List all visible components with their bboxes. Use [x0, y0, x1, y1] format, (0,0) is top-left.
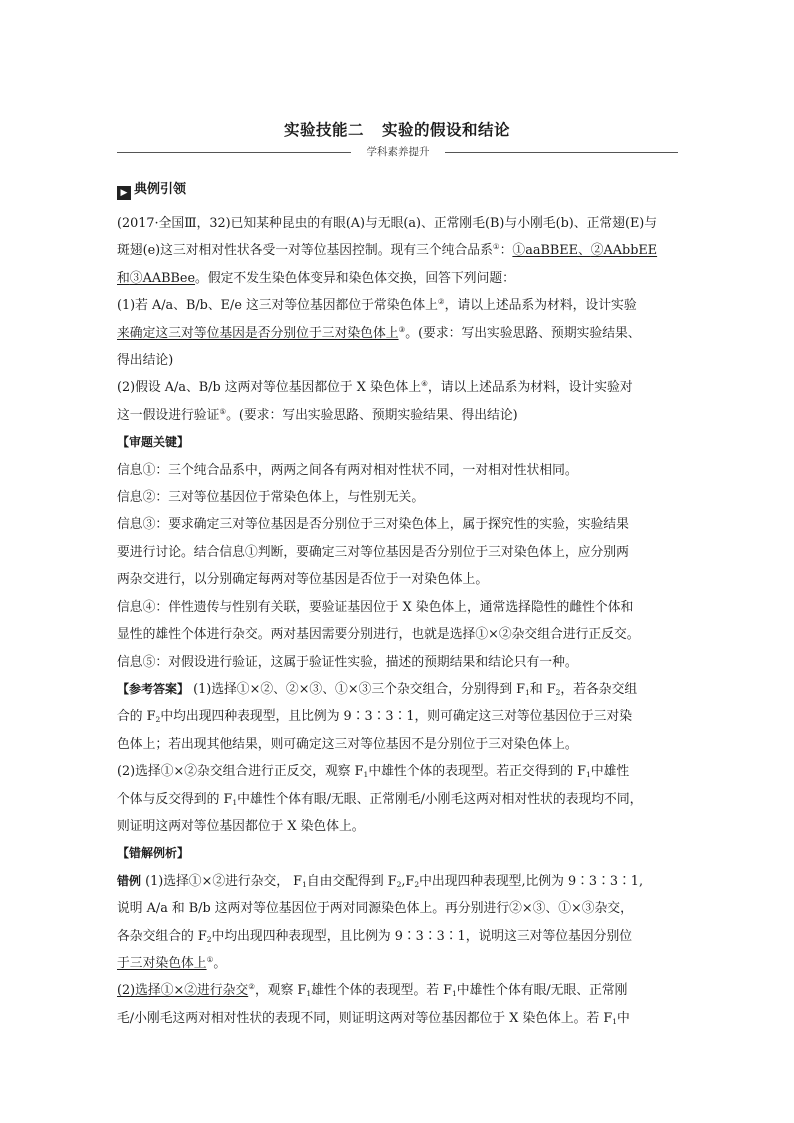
subtitle-bar: [117, 145, 678, 159]
question-line: [117, 374, 687, 401]
error-text: 中: [616, 1010, 630, 1026]
error-text: 各杂交组合的 F: [117, 928, 207, 944]
answer-text: ，若各杂交组: [560, 681, 638, 697]
section-heading: [117, 182, 186, 198]
strain-separator: 、: [577, 243, 591, 259]
content-body: [117, 210, 687, 1032]
key-line: [117, 621, 687, 648]
section-heading-label: 典例引领: [134, 182, 187, 197]
error-text: 雄性个体的表现型。若 F: [311, 983, 453, 999]
error-line: [117, 895, 687, 922]
mark-3: ③: [398, 324, 406, 334]
question-line: [117, 292, 687, 319]
question-line: [117, 237, 687, 264]
error-text: ，观察 F: [254, 983, 307, 999]
error-text: 于三对染色体上: [117, 955, 207, 971]
error-text: 中均出现四种表现型，且比例为 9∶3∶3∶1，说明这三对等位基因分别位: [211, 928, 633, 944]
info-4: 信息④：伴性遗传与性别有关联，要验证基因位于 X 染色体上，通常选择隐性的雌性个体和: [117, 599, 634, 615]
question-text: (1)若 A/a、B/b、E/e 这三对等位基因都位于常染色体上: [117, 298, 438, 314]
mark-5: ⑤: [219, 406, 227, 416]
answer-line: [117, 731, 687, 758]
question-text: ，请以上述品系为材料，设计实验对: [427, 380, 633, 396]
mark-2: ②: [248, 982, 255, 992]
error-line: [117, 1005, 687, 1032]
strain-1: ①aaBBEE: [512, 243, 578, 259]
subscript: 2: [396, 879, 402, 889]
info-2: 信息②：三对等位基因位于常染色体上，与性别无关。: [117, 490, 425, 506]
subscript: 2: [555, 687, 561, 697]
subscript: 1: [525, 687, 530, 697]
question-text: ：: [499, 243, 513, 259]
answer-line: [117, 813, 687, 840]
error-line: [117, 977, 687, 1004]
title-part-2: 实验的假设和结论: [382, 121, 511, 139]
answer-text: 中雄性个体的表现型。若正交得到的 F: [368, 764, 587, 780]
info-3: 要进行讨论。结合信息①判断，要确定三对等位基因是否分别位于三对染色体上，应分别两: [117, 544, 629, 560]
answer-text: 色体上；若出现其他结果，则可确定这三对等位基因不是分别位于三对染色体上。: [117, 736, 578, 752]
answer-text: 个体与反交得到的 F: [117, 791, 233, 807]
mark-2: ②: [437, 297, 445, 307]
answer-text: 合的 F: [117, 709, 156, 725]
info-1: 信息①：三个纯合品系中，两两之间各有两对相对性状不同，一对相对性状相同。: [117, 462, 578, 478]
answer-heading: 【参考答案】: [117, 681, 190, 696]
info-4: 显性的雄性个体进行杂交。两对基因需要分别进行，也就是选择①×②杂交组合进行正反交。: [117, 627, 640, 643]
answer-line: [117, 676, 687, 703]
strain-2: ②AAbbEE: [590, 243, 658, 259]
question-source: (2017·全国Ⅲ，32): [117, 216, 231, 231]
question-text: 已知某种昆虫的有眼(A)与无眼(a)、正常刚毛(B)与小刚毛(b)、正常翅(E)与: [230, 216, 658, 231]
answer-text: 中雄性个体有眼/无眼、正常刚毛/小刚毛这两对相对性状的表现均不同，: [237, 791, 643, 807]
error-heading: [117, 840, 687, 867]
divider-left: [117, 152, 351, 153]
answer-text: 和 F: [529, 681, 556, 697]
mark-4: ④: [421, 379, 428, 389]
subtitle: 学科素养提升: [366, 146, 430, 158]
question-line: [117, 347, 687, 374]
question-text: (2)假设 A/a、B/b 这两对等位基因都位于 X 染色体上: [117, 380, 422, 396]
question-text: ，请以上述品系为材料，设计实验: [444, 298, 637, 314]
key-line: [117, 539, 687, 566]
play-triangle-icon: ▶: [117, 186, 131, 200]
subscript: 1: [452, 989, 457, 999]
key-heading: [117, 429, 687, 456]
subscript: 1: [363, 770, 369, 780]
subscript: 1: [612, 1016, 617, 1026]
key-line: [117, 457, 687, 484]
subscript: 2: [206, 934, 212, 944]
key-heading-label: 【审题关键】: [117, 435, 190, 450]
error-text: ,F: [401, 873, 415, 889]
error-line: [117, 950, 687, 977]
divider-right: [445, 152, 678, 153]
subscript: 1: [306, 989, 312, 999]
answer-text: 中雄性: [590, 764, 630, 780]
question-text: 斑翅(e)这三对相对性状各受一对等位基因控制。现有三个纯合品系: [117, 243, 493, 259]
question-text: 和: [117, 270, 130, 286]
error-line: [117, 868, 687, 895]
question-line: [117, 265, 687, 292]
title-part-1: 实验技能二: [283, 121, 364, 139]
question-line: [117, 210, 687, 237]
answer-text: 中均出现四种表现型，且比例为 9∶3∶3∶1，则可确定这三对等位基因位于三对染: [160, 709, 633, 725]
info-5: 信息⑤：对假设进行验证，这属于验证性实验，描述的预期结果和结论只有一种。: [117, 654, 578, 670]
error-heading-label: 【错解例析】: [117, 846, 190, 861]
answer-text: 则证明这两对等位基因都位于 X 染色体上。: [117, 818, 365, 834]
answer-line: [117, 758, 687, 785]
subscript: 1: [586, 770, 591, 780]
question-line: [117, 320, 687, 347]
mark-1: ①: [492, 242, 500, 252]
subscript: 2: [414, 879, 420, 889]
error-text: (2)选择①×②进行杂交: [117, 983, 249, 999]
error-text: 自由交配得到 F: [306, 873, 397, 889]
answer-text: (1)选择①×②、②×③、①×③三个杂交组合，分别得到 F: [189, 681, 526, 697]
question-text: 。(要求：写出实验思路、预期实验结果、: [405, 325, 641, 341]
error-text: 毛/小刚毛这两对相对性状的表现不同，则证明这两对等位基因都位于 X 染色体上。若 F: [117, 1010, 613, 1026]
key-line: [117, 594, 687, 621]
error-text: 中出现四种表现型,比例为 9∶3∶3∶1,: [419, 873, 644, 889]
strain-3: ③AABBee: [129, 270, 196, 286]
info-3: 两杂交进行，以分别确定每两对等位基因是否位于一对染色体上。: [117, 572, 489, 588]
error-text: 。: [213, 955, 227, 971]
info-3: 信息③：要求确定三对等位基因是否分别位于三对染色体上，属于探究性的实验，实验结果: [117, 517, 629, 533]
question-text: 得出结论): [117, 353, 174, 369]
answer-text: (2)选择①×②杂交组合进行正反交，观察 F: [117, 764, 364, 780]
answer-line: [117, 786, 687, 813]
subscript: 1: [232, 797, 238, 807]
error-example-label: 错例: [117, 873, 142, 888]
answer-line: [117, 703, 687, 730]
key-line: [117, 649, 687, 676]
key-line: [117, 484, 687, 511]
question-text: 。假定不发生染色体变异和染色体交换，回答下列问题：: [195, 270, 515, 286]
page-title: [0, 118, 794, 140]
subscript: 2: [155, 715, 161, 725]
mark-1: ①: [206, 954, 214, 964]
error-text: 说明 A/a 和 B/b 这两对等位基因位于两对同源染色体上。再分别进行②×③、①×③杂交，: [117, 901, 633, 917]
question-text: 来确定这三对等位基因是否分别位于三对染色体上: [117, 325, 399, 341]
error-line: [117, 923, 687, 950]
error-text: (1)选择①×②进行杂交， F: [141, 873, 303, 889]
key-line: [117, 566, 687, 593]
key-line: [117, 511, 687, 538]
question-text: 这一假设进行验证: [117, 407, 220, 423]
question-line: [117, 402, 687, 429]
subscript: 1: [302, 879, 307, 889]
question-text: 。(要求：写出实验思路、预期实验结果、得出结论): [226, 407, 518, 423]
error-text: 中雄性个体有眼/无眼、正常刚: [456, 983, 628, 999]
